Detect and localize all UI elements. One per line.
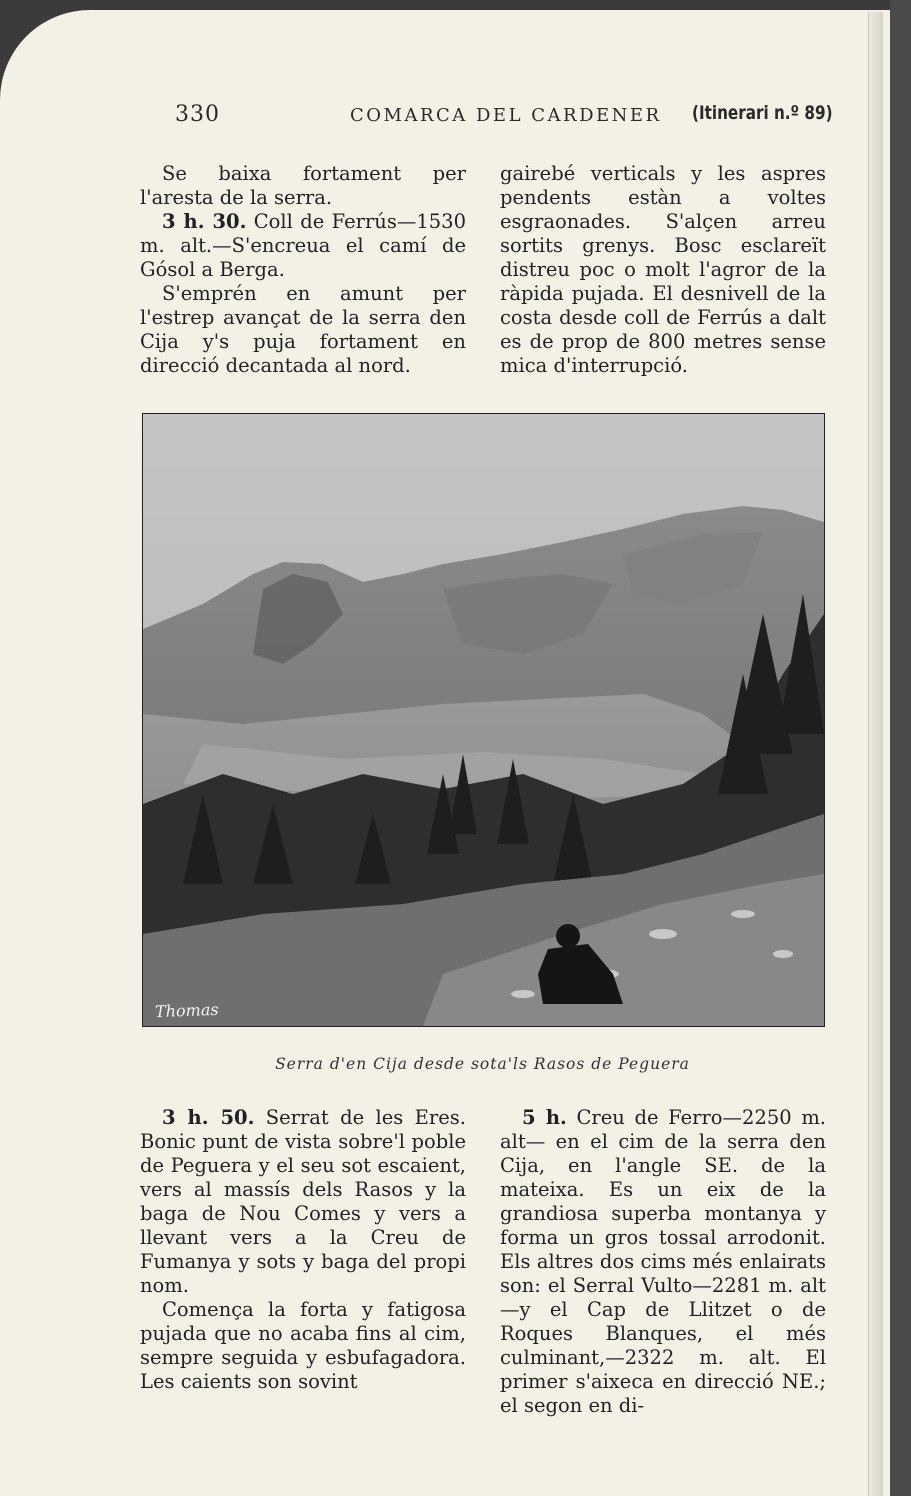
paragraph-text: Creu de Ferro—2250 m. alt— en el cim de la serra den Cija, en l'angle SE. de la mateixa. Es un eix de la grandiosa superba montanya y forma un gros tossal arrodonit. Els altres dos cims més enlairats son: el Serral Vulto—2281 m. alt—y el Cap de Llitzet o de Roques Blanques, el més culminant,—2322 m. alt. El primer s'aixeca en direcció NE.; el segon en di-: [500, 1106, 827, 1417]
figure-caption: Serra d'en Cija desde sota'ls Rasos de Peguera: [275, 1055, 690, 1073]
top-right-column: [500, 162, 826, 378]
top-left-column: [140, 162, 466, 378]
paragraph: [140, 1106, 466, 1298]
page-edge: [868, 12, 883, 1496]
book-spine-shadow: [890, 0, 911, 1496]
time-marker: 3 h. 30.: [162, 210, 247, 233]
photographer-signature: Thomas: [154, 999, 219, 1022]
time-marker: 3 h. 50.: [162, 1106, 255, 1129]
paragraph-text: Coll de Ferrús—1530 m. alt.—S'encreua el camí de Gósol a Berga.: [140, 210, 466, 281]
paragraph: Se baixa fortament per l'aresta de la serra.: [140, 162, 466, 209]
bottom-left-column: [140, 1106, 466, 1394]
book-page: [0, 10, 890, 1496]
landscape-photograph: [142, 413, 825, 1027]
page-header: [0, 102, 890, 132]
paragraph-text: Serrat de les Eres. Bonic punt de vista sobre'l poble de Peguera y el seu sot escaient, vers al massís dels Rasos y la baga de Nou Comes y vers a llevant vers a la Creu de Fumanya y sots y baga del propi nom.: [140, 1106, 466, 1297]
page-number: 330: [175, 102, 220, 127]
paragraph: [500, 1106, 826, 1418]
paragraph: Comença la forta y fatigosa pujada que no acaba fins al cim, sempre seguida y esbufagadora. Les caients son sovint: [140, 1298, 466, 1393]
mountain-landscape-image: [143, 414, 824, 1026]
paragraph: [140, 210, 466, 282]
bottom-right-column: [500, 1106, 826, 1418]
paragraph: S'emprén en amunt per l'estrep avançat de la serra den Cija y's puja fortament en direcció decantada al nord.: [140, 282, 466, 377]
time-marker: 5 h.: [522, 1106, 567, 1129]
itinerary-reference: (Itinerari n.º 89): [692, 102, 833, 124]
paragraph: gairebé verticals y les aspres pendents estàn a voltes esgraonades. S'alçen arreu sortits grenys. Bosc esclareït distreu poc o molt l'agror de la ràpida pujada. El desnivell de la costa desde coll de Ferrús a dalt es de prop de 800 metres sense mica d'interrupció.: [500, 162, 826, 377]
running-title: COMARCA DEL CARDENER: [350, 105, 662, 126]
